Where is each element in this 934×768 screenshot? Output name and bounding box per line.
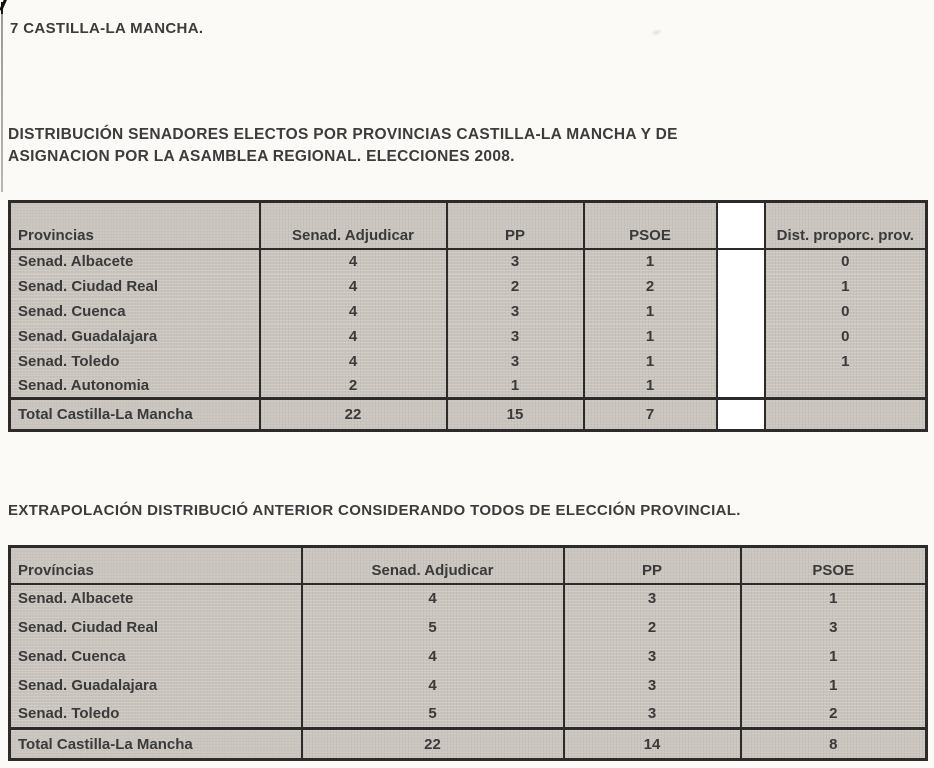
value-cell: 1	[765, 274, 927, 299]
value-cell: 3	[447, 349, 584, 374]
province-cell: Senad. Guadalajara	[10, 324, 260, 349]
column-header-dist-proporc-prov: Dist. proporc. prov.	[765, 202, 927, 249]
total-value-cell: 22	[302, 729, 564, 760]
table-row	[10, 274, 927, 299]
value-cell: 5	[302, 700, 564, 729]
value-cell: 3	[564, 700, 741, 729]
value-cell: 1	[741, 671, 927, 700]
value-cell	[765, 374, 927, 399]
extrapolation-table	[8, 545, 928, 761]
value-cell: 1	[584, 374, 717, 399]
province-cell: Senad. Cuenca	[10, 642, 302, 671]
table-row	[10, 349, 927, 374]
table1-heading	[8, 124, 678, 168]
spacer-cell	[717, 324, 765, 349]
table-row	[10, 700, 927, 729]
total-value-cell: 22	[260, 399, 447, 431]
value-cell: 3	[447, 299, 584, 324]
value-cell: 1	[584, 324, 717, 349]
spacer-cell	[717, 274, 765, 299]
total-row	[10, 399, 927, 431]
table-row	[10, 374, 927, 399]
value-cell: 3	[564, 671, 741, 700]
value-cell: 4	[302, 584, 564, 613]
value-cell: 2	[741, 700, 927, 729]
total-label-cell: Total Castilla-La Mancha	[10, 729, 302, 760]
spacer-cell	[717, 399, 765, 431]
value-cell: 3	[447, 249, 584, 274]
table-row	[10, 671, 927, 700]
value-cell: 4	[302, 671, 564, 700]
header-row	[10, 547, 927, 584]
scan-smudge	[652, 30, 661, 36]
province-cell: Senad. Cuenca	[10, 299, 260, 324]
value-cell: 1	[584, 249, 717, 274]
province-cell: Senad. Toledo	[10, 349, 260, 374]
column-header-provincias: Províncias	[10, 547, 302, 584]
column-header-psoe: PSOE	[584, 202, 717, 249]
column-header-psoe: PSOE	[741, 547, 927, 584]
value-cell: 4	[260, 349, 447, 374]
value-cell: 3	[564, 642, 741, 671]
value-cell: 2	[447, 274, 584, 299]
table1-heading-line1: DISTRIBUCIÓN SENADORES ELECTOS POR PROVINCIAS CASTILLA-LA MANCHA Y DE	[8, 126, 678, 143]
total-value-cell	[765, 399, 927, 431]
value-cell: 4	[302, 642, 564, 671]
value-cell: 4	[260, 299, 447, 324]
province-cell: Senad. Ciudad Real	[10, 613, 302, 642]
table2-heading: EXTRAPOLACIÓN DISTRIBUCIÓ ANTERIOR CONSIDERANDO TODOS DE ELECCIÓN PROVINCIAL.	[8, 502, 741, 519]
province-cell: Senad. Albacete	[10, 249, 260, 274]
spacer-column-header	[717, 202, 765, 249]
value-cell: 0	[765, 249, 927, 274]
value-cell: 2	[584, 274, 717, 299]
value-cell: 3	[564, 584, 741, 613]
spacer-cell	[717, 349, 765, 374]
total-value-cell: 14	[564, 729, 741, 760]
value-cell: 2	[260, 374, 447, 399]
section-title: 7 CASTILLA-LA MANCHA.	[10, 20, 204, 37]
table-row	[10, 249, 927, 274]
header-row	[10, 202, 927, 249]
total-value-cell: 15	[447, 399, 584, 431]
value-cell: 1	[447, 374, 584, 399]
total-value-cell: 8	[741, 729, 927, 760]
spacer-cell	[717, 249, 765, 274]
province-cell: Senad. Toledo	[10, 700, 302, 729]
table-row	[10, 642, 927, 671]
value-cell: 4	[260, 274, 447, 299]
total-value-cell: 7	[584, 399, 717, 431]
value-cell: 1	[741, 584, 927, 613]
column-header-senad-adjudicar: Senad. Adjudicar	[302, 547, 564, 584]
spacer-cell	[717, 374, 765, 399]
scan-edge-line	[1, 2, 3, 192]
total-label-cell: Total Castilla-La Mancha	[10, 399, 260, 431]
senators-distribution-table	[8, 200, 928, 432]
province-cell: Senad. Autonomia	[10, 374, 260, 399]
value-cell: 1	[741, 642, 927, 671]
value-cell: 0	[765, 299, 927, 324]
table-row	[10, 324, 927, 349]
value-cell: 1	[765, 349, 927, 374]
province-cell: Senad. Albacete	[10, 584, 302, 613]
value-cell: 2	[564, 613, 741, 642]
value-cell: 1	[584, 349, 717, 374]
value-cell: 4	[260, 324, 447, 349]
column-header-provincias: Provincias	[10, 202, 260, 249]
province-cell: Senad. Guadalajara	[10, 671, 302, 700]
column-header-senad-adjudicar: Senad. Adjudicar	[260, 202, 447, 249]
column-header-pp: PP	[564, 547, 741, 584]
table-row	[10, 613, 927, 642]
value-cell: 3	[741, 613, 927, 642]
value-cell: 3	[447, 324, 584, 349]
province-cell: Senad. Ciudad Real	[10, 274, 260, 299]
value-cell: 4	[260, 249, 447, 274]
table-row	[10, 584, 927, 613]
value-cell: 1	[584, 299, 717, 324]
spacer-cell	[717, 299, 765, 324]
table-row	[10, 299, 927, 324]
value-cell: 0	[765, 324, 927, 349]
table1-heading-line2: ASIGNACION POR LA ASAMBLEA REGIONAL. ELECCIONES 2008.	[8, 148, 515, 165]
total-row	[10, 729, 927, 760]
column-header-pp: PP	[447, 202, 584, 249]
value-cell: 5	[302, 613, 564, 642]
